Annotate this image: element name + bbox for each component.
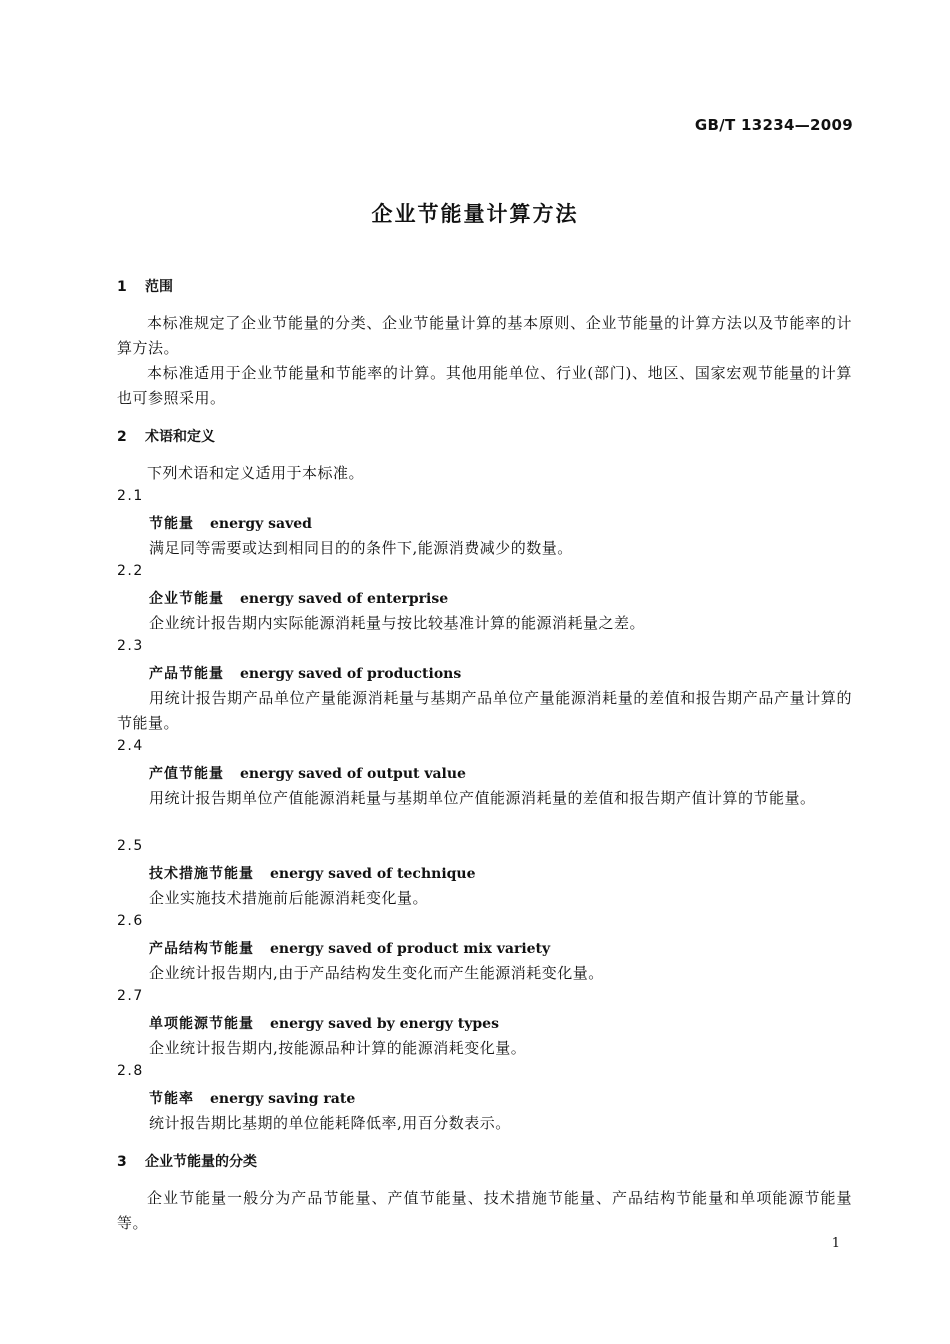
term-heading <box>149 588 448 608</box>
term-heading <box>149 663 461 683</box>
term-english: energy saved <box>210 516 312 532</box>
term-definition: 统计报告期比基期的单位能耗降低率,用百分数表示。 <box>149 1114 511 1132</box>
term-definition: 用统计报告期产品单位产量能源消耗量与基期产品单位产量能源消耗量的差值和报告期产品产量计算的节能量。 <box>117 689 852 732</box>
term-chinese: 企业节能量 <box>149 591 224 607</box>
section-title: 范围 <box>145 279 173 295</box>
section-1-paragraph: 本标准规定了企业节能量的分类、企业节能量计算的基本原则、企业节能量的计算方法以及节能率的计算方法。 <box>117 314 852 357</box>
page-number: 1 <box>831 1236 840 1251</box>
clause-number: 2.2 <box>117 563 144 579</box>
section-2-intro: 下列术语和定义适用于本标准。 <box>147 464 365 482</box>
clause-number: 2.3 <box>117 638 144 654</box>
term-english: energy saved of enterprise <box>240 591 449 607</box>
document-title: 企业节能量计算方法 <box>371 202 579 226</box>
section-3-paragraph: 企业节能量一般分为产品节能量、产值节能量、技术措施节能量、产品结构节能量和单项能源节能量等。 <box>117 1189 852 1232</box>
term-english: energy saved of product mix variety <box>270 941 551 957</box>
term-heading <box>149 513 312 533</box>
clause-number: 2.6 <box>117 913 144 929</box>
term-english: energy saved by energy types <box>270 1016 499 1032</box>
term-chinese: 技术措施节能量 <box>149 866 254 882</box>
term-definition: 企业实施技术措施前后能源消耗变化量。 <box>149 889 429 907</box>
clause-number: 2.1 <box>117 488 144 504</box>
term-heading <box>149 1088 355 1108</box>
term-heading <box>149 938 550 958</box>
term-english: energy saved of output value <box>240 766 466 782</box>
term-english: energy saved of productions <box>240 666 462 682</box>
term-heading <box>149 863 476 883</box>
section-number: 3 <box>117 1154 127 1170</box>
clause-number: 2.8 <box>117 1063 144 1079</box>
clause-number: 2.4 <box>117 738 144 754</box>
term-chinese: 产品节能量 <box>149 666 224 682</box>
term-english: energy saved of technique <box>270 866 476 882</box>
section-1-heading <box>117 276 173 296</box>
section-2-heading <box>117 426 215 446</box>
term-heading <box>149 1013 499 1033</box>
term-definition: 企业统计报告期内实际能源消耗量与按比较基准计算的能源消耗量之差。 <box>149 614 646 632</box>
standard-number: GB/T 13234—2009 <box>694 116 853 134</box>
section-1-paragraph: 本标准适用于企业节能量和节能率的计算。其他用能单位、行业(部门)、地区、国家宏观节能量的计算也可参照采用。 <box>117 364 852 407</box>
term-chinese: 产值节能量 <box>149 766 224 782</box>
term-definition: 企业统计报告期内,由于产品结构发生变化而产生能源消耗变化量。 <box>149 964 604 982</box>
term-chinese: 节能率 <box>149 1091 194 1107</box>
section-title: 术语和定义 <box>145 429 215 445</box>
section-number: 2 <box>117 429 127 445</box>
section-3-heading <box>117 1151 257 1171</box>
section-number: 1 <box>117 279 127 295</box>
term-definition: 满足同等需要或达到相同目的的条件下,能源消费减少的数量。 <box>149 539 573 557</box>
section-title: 企业节能量的分类 <box>145 1154 257 1170</box>
term-chinese: 节能量 <box>149 516 194 532</box>
term-definition: 用统计报告期单位产值能源消耗量与基期单位产值能源消耗量的差值和报告期产值计算的节能量。 <box>149 789 816 807</box>
term-definition: 企业统计报告期内,按能源品种计算的能源消耗变化量。 <box>149 1039 527 1057</box>
term-chinese: 单项能源节能量 <box>149 1016 254 1032</box>
term-heading <box>149 763 466 783</box>
term-english: energy saving rate <box>210 1091 356 1107</box>
clause-number: 2.5 <box>117 838 144 854</box>
term-chinese: 产品结构节能量 <box>149 941 254 957</box>
clause-number: 2.7 <box>117 988 144 1004</box>
